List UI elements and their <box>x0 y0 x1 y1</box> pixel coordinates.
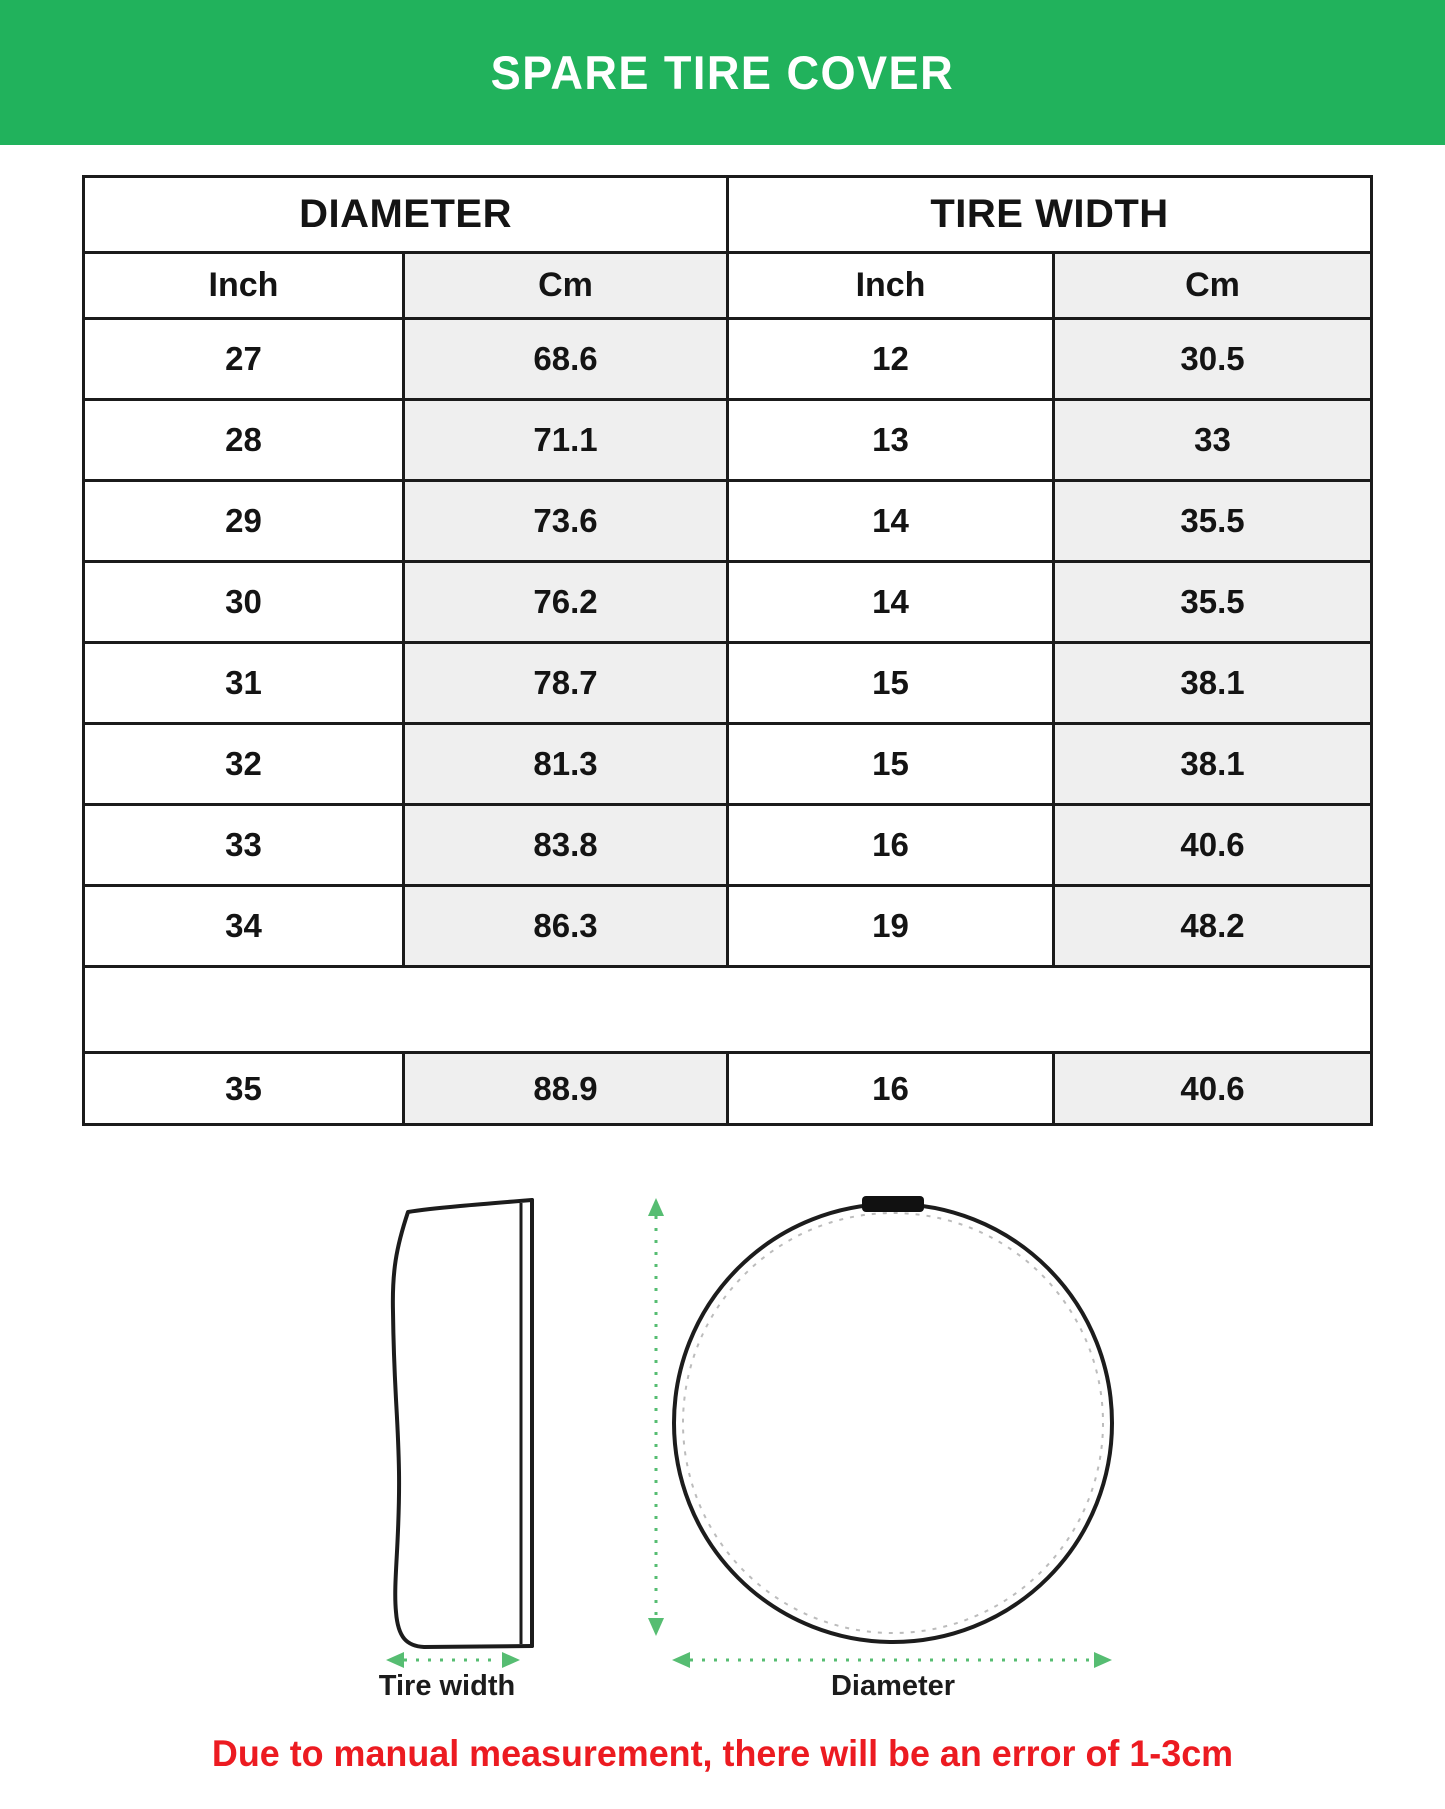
table-cell: 33 <box>84 805 404 886</box>
table-cell: 32 <box>84 724 404 805</box>
table-cell: 28 <box>84 400 404 481</box>
page-title: SPARE TIRE COVER <box>490 46 955 99</box>
table-cell: 16 <box>728 1053 1054 1125</box>
diameter-cm-header: Cm <box>404 253 728 319</box>
table-cell: 33 <box>1054 400 1372 481</box>
spacer-row <box>84 967 1372 1053</box>
table-row <box>84 319 1372 400</box>
table-row <box>84 400 1372 481</box>
table-cell: 71.1 <box>404 400 728 481</box>
title-banner <box>0 0 1445 145</box>
table-row <box>84 481 1372 562</box>
width-inch-header: Inch <box>728 253 1054 319</box>
table-cell: 35.5 <box>1054 562 1372 643</box>
table-cell: 78.7 <box>404 643 728 724</box>
tire-front-view-icon <box>674 1196 1112 1642</box>
tire-width-label: Tire width <box>378 1670 516 1702</box>
table-cell: 40.6 <box>1054 1053 1372 1125</box>
table-cell: 14 <box>728 481 1054 562</box>
diameter-inch-header: Inch <box>84 253 404 319</box>
table-row <box>84 562 1372 643</box>
table-row <box>84 643 1372 724</box>
table-row <box>84 886 1372 967</box>
table-cell: 12 <box>728 319 1054 400</box>
table-cell: 14 <box>728 562 1054 643</box>
size-chart-body <box>84 319 1372 1125</box>
vertical-diameter-arrow <box>648 1198 664 1636</box>
table-cell: 88.9 <box>404 1053 728 1125</box>
size-chart-table <box>82 175 1373 1126</box>
table-row <box>84 724 1372 805</box>
diameter-label: Diameter <box>830 1670 956 1702</box>
table-cell: 48.2 <box>1054 886 1372 967</box>
table-cell: 81.3 <box>404 724 728 805</box>
table-cell: 38.1 <box>1054 724 1372 805</box>
table-cell: 27 <box>84 319 404 400</box>
tire-measurement-diagram <box>330 1180 1180 1725</box>
table-cell: 35 <box>84 1053 404 1125</box>
table-cell: 83.8 <box>404 805 728 886</box>
table-cell: 15 <box>728 724 1054 805</box>
table-cell: 31 <box>84 643 404 724</box>
measurement-disclaimer: Due to manual measurement, there will be an error of 1-3cm <box>211 1733 1234 1774</box>
spacer-cell <box>84 967 1372 1053</box>
table-cell: 68.6 <box>404 319 728 400</box>
tire-width-group-header: TIRE WIDTH <box>728 177 1372 253</box>
table-cell: 29 <box>84 481 404 562</box>
tire-side-view-icon <box>393 1200 532 1647</box>
table-cell: 30.5 <box>1054 319 1372 400</box>
table-cell: 19 <box>728 886 1054 967</box>
table-cell: 40.6 <box>1054 805 1372 886</box>
table-cell: 16 <box>728 805 1054 886</box>
table-row <box>84 1053 1372 1125</box>
table-cell: 35.5 <box>1054 481 1372 562</box>
table-cell: 30 <box>84 562 404 643</box>
unit-header-row <box>84 253 1372 319</box>
tire-width-arrow <box>386 1652 520 1668</box>
table-cell: 86.3 <box>404 886 728 967</box>
table-cell: 73.6 <box>404 481 728 562</box>
width-cm-header: Cm <box>1054 253 1372 319</box>
group-header-row <box>84 177 1372 253</box>
table-cell: 13 <box>728 400 1054 481</box>
diameter-group-header: DIAMETER <box>84 177 728 253</box>
table-row <box>84 805 1372 886</box>
diameter-arrow <box>672 1652 1112 1668</box>
table-cell: 76.2 <box>404 562 728 643</box>
table-cell: 34 <box>84 886 404 967</box>
table-cell: 15 <box>728 643 1054 724</box>
table-cell: 38.1 <box>1054 643 1372 724</box>
size-chart-table-wrap <box>82 175 1370 1126</box>
